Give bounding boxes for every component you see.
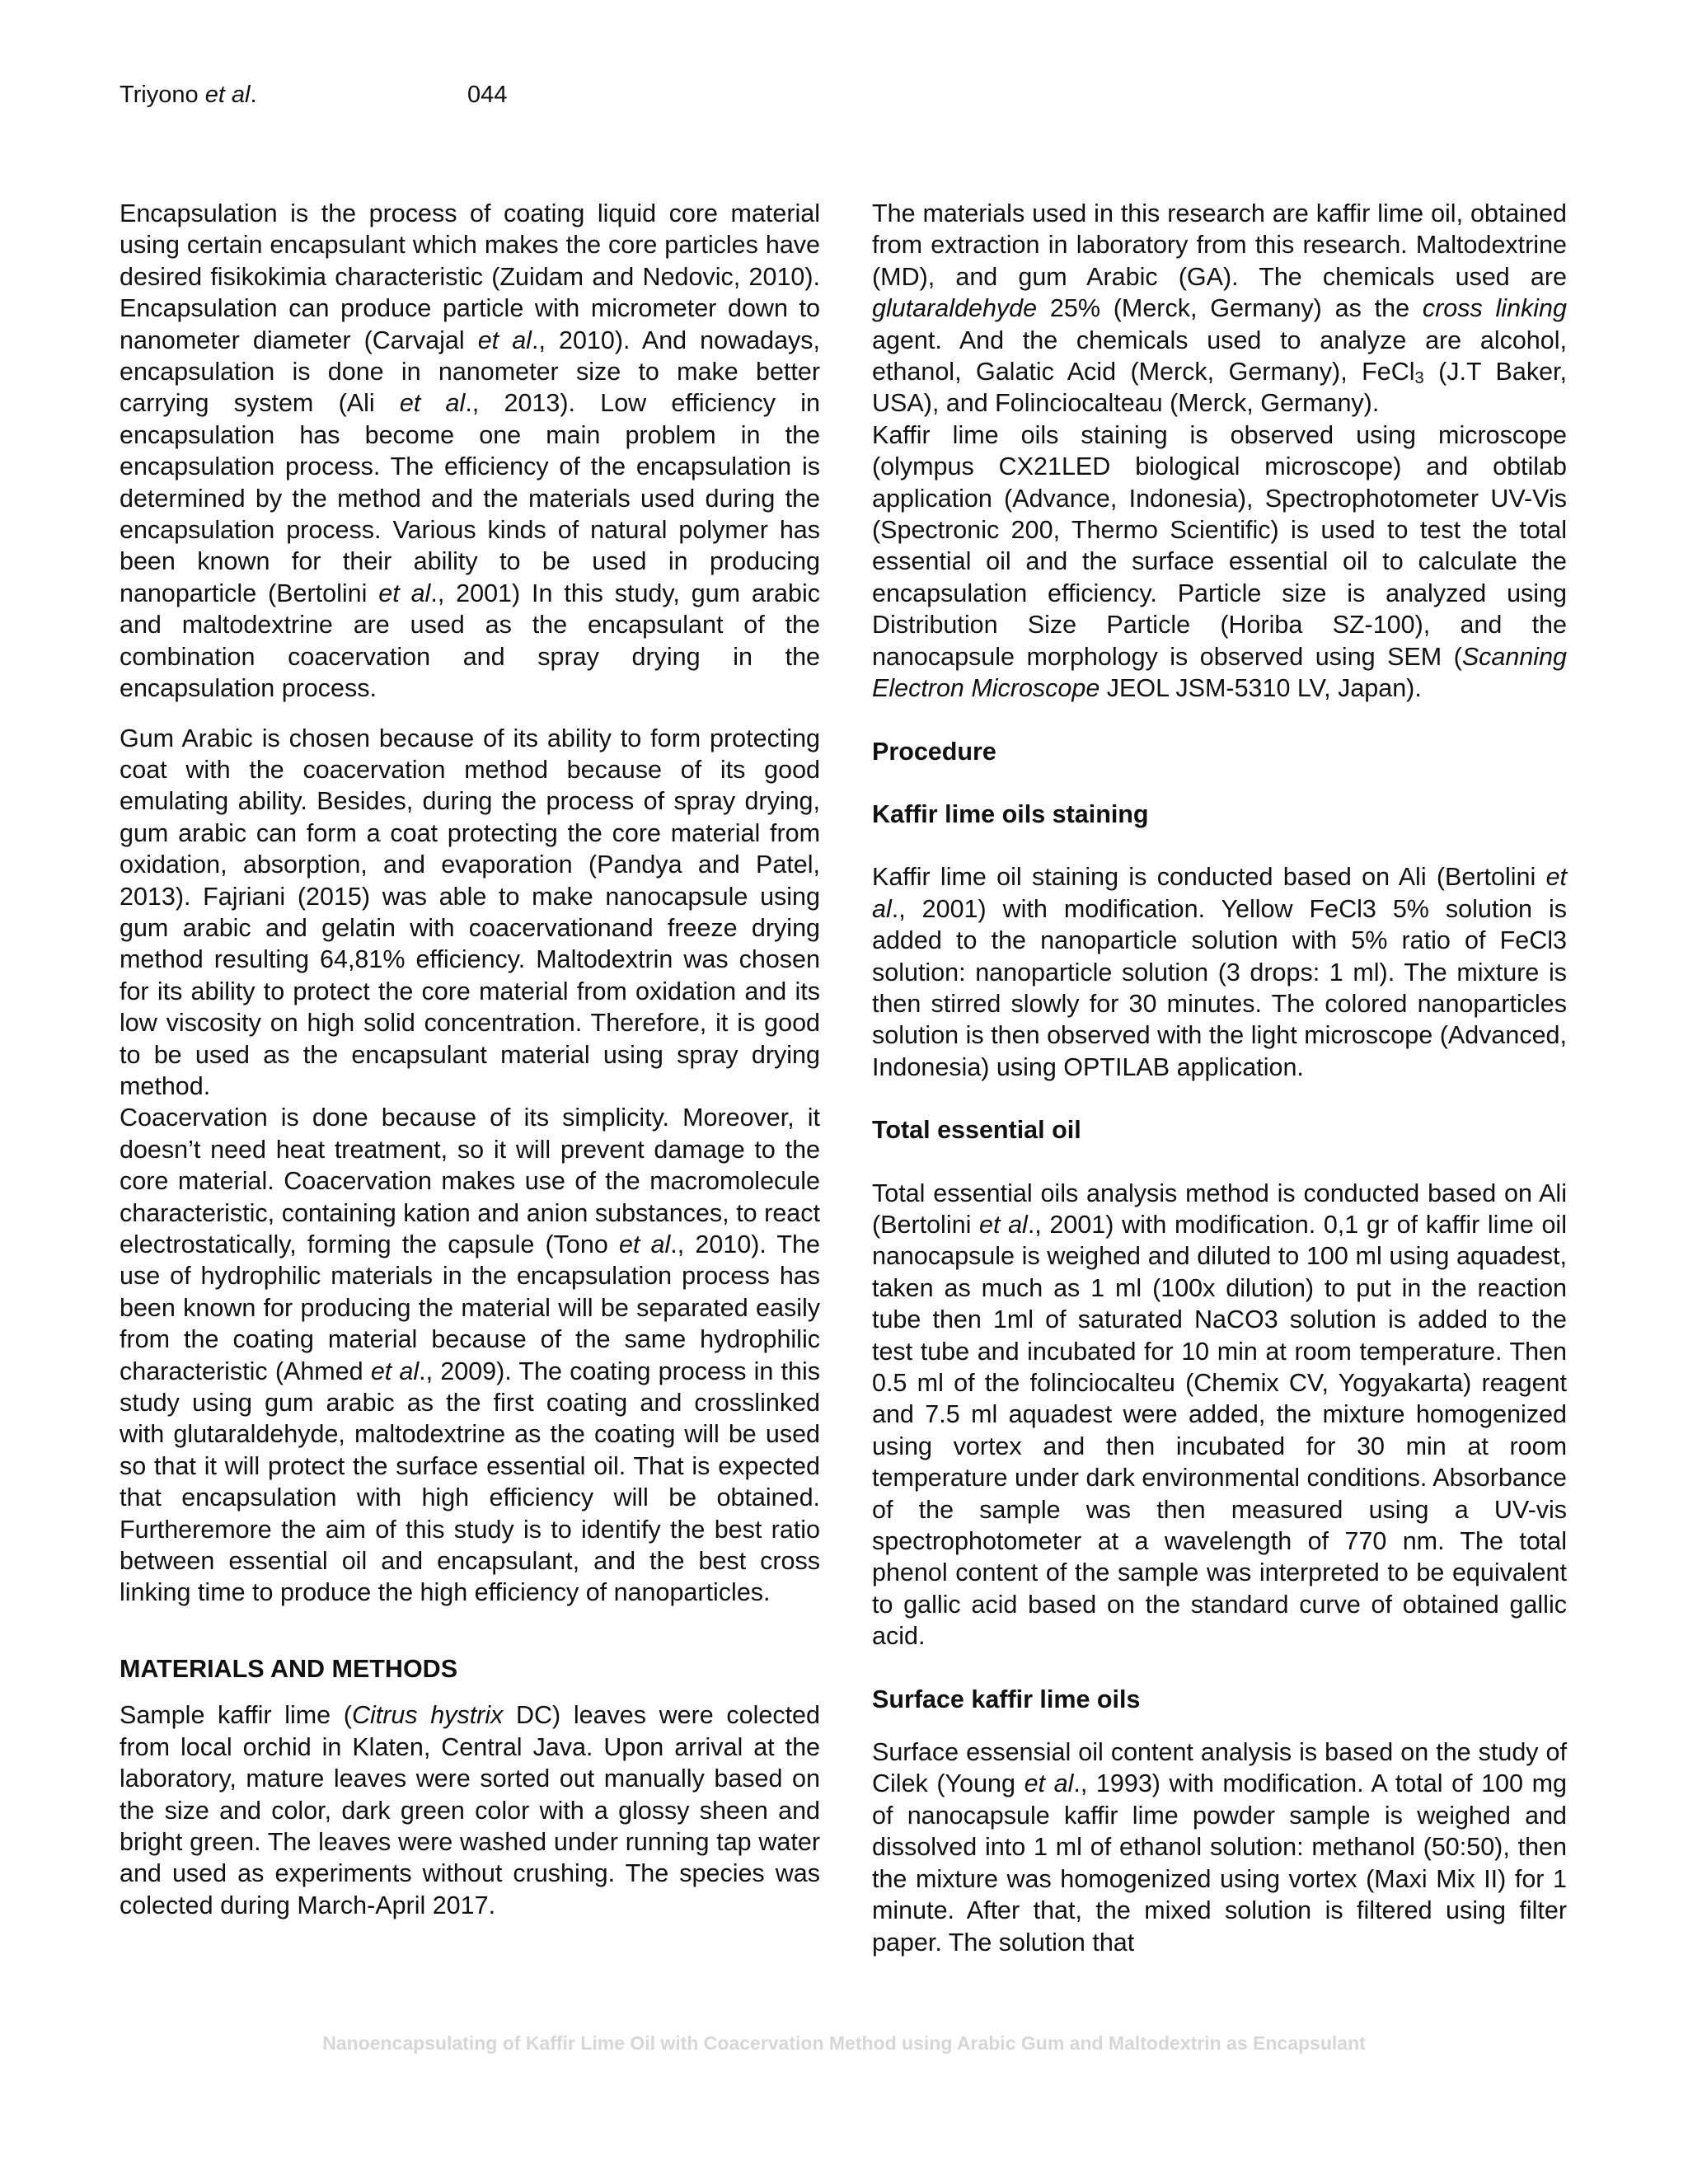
page-number: 044 [467,82,508,108]
materials-paragraph: The materials used in this research are kaffir lime oil, obtained from extraction in laboratory from this research. Maltodextrine (MD), and gum Arabic (GA). The chemicals used are glutaraldehyde 25% (Merck, Germany) as the cross linking agent. And the chemicals used to analyze are alcohol, ethanol, Galatic Acid (Merck, Germany), FeCl$_3$ (J.T Baker, USA), and Folinciocalteau (Merck, Germany). [872,199,1568,418]
staining-heading: Kaffir lime oils staining [872,799,1149,828]
surface-oils-paragraph: Surface essensial oil content analysis is based on the study of Cilek (Young et al., 1993) with modification. A total of 100 mg of nanocapsule kaffir lime powder sample is weighed and dissolved into 1 ml of ethanol solution: methanol (50:50), then the mixture was homogenized using vortex (Maxi Mix II) for 1 minute. After that, the mixed solution is filtered using filter paper. The solution that [872,1738,1568,1957]
right-column [872,198,1567,1958]
materials-methods-heading: MATERIALS AND METHODS [120,1654,458,1683]
intro-paragraph-3: Coacervation is done because of its simplicity. Moreover, it doesn’t need heat treatment, so it will prevent damage to the core material. Coacervation makes use of the macromolecule characteristic, containing kation and anion substances, to react electrostatically, forming the capsule (Tono et al., 2010). The use of hydrophilic materials in the encapsulation process has been known for producing the material will be separated easily from the coating material because of the same hydrophilic characteristic (Ahmed et al., 2009). The coating process in this study using gum arabic as the first coating and crosslinked with glutaraldehyde, maltodextrine as the coating will be used so that it will protect the surface essential oil. That is expected that encapsulation with high efficiency will be obtained. Furtheremore the aim of this study is to identify the best ratio between essential oil and encapsulant, and the best cross linking time to produce the high efficiency of nanoparticles. [120,1104,820,1607]
header-author: Triyono et al. [120,82,257,108]
intro-paragraph-2: Gum Arabic is chosen because of its ability to form protecting coat with the coacervation method because of its good emulating ability. Besides, during the process of spray drying, gum arabic can form a coat protecting the core material from oxidation, absorption, and evaporation (Pandya and Patel, 2013). Fajriani (2015) was able to make nanocapsule using gum arabic and gelatin with coacervationand freeze drying method resulting 64,81% efficiency. Maltodextrin was chosen for its ability to protect the core material from oxidation and its low viscosity on high solid concentration. Therefore, it is good to be used as the encapsulant material using spray drying method. [120,724,820,1100]
staining-paragraph: Kaffir lime oil staining is conducted based on Ali (Bertolini et al., 2001) with modification. Yellow FeCl3 5% solution is added to the nanoparticle solution with 5% ratio of FeCl3 solution: nanoparticle solution (3 drops: 1 ml). The mixture is then stirred slowly for 30 minutes. The colored nanoparticles solution is then observed with the light microscope (Advanced, Indonesia) using OPTILAB application. [872,863,1567,1081]
intro-paragraph-1: Encapsulation is the process of coating liquid core material using certain encapsulant which makes the core particles have desired fisikokimia characteristic (Zuidam and Nedovic, 2010). Encapsulation can produce particle with micrometer down to nanometer diameter (Carvajal et al., 2010). And nowadays, encapsulation is done in nanometer size to make better carrying system (Ali et al., 2013). Low efficiency in encapsulation has become one main problem in the encapsulation process. The efficiency of the encapsulation is determined by the method and the materials used during the encapsulation process. Various kinds of natural polymer has been known for their ability to be used in producing nanoparticle (Bertolini et al., 2001) In this study, gum arabic and maltodextrine are used as the encapsulant of the combination coacervation and spray drying in the encapsulation process. [120,199,821,703]
surface-oils-heading: Surface kaffir lime oils [872,1685,1141,1713]
running-header [120,78,508,111]
sample-paragraph: Sample kaffir lime (Citrus hystrix DC) leaves were colected from local orchid in Klaten, Central Java. Upon arrival at the laboratory, mature leaves were sorted out manually based on the size and color, dark green color with a glossy sheen and bright green. The leaves were washed under running tap water and used as experiments without crushing. The species was colected during March-April 2017. [120,1701,820,1919]
equipment-paragraph: Kaffir lime oils staining is observed using microscope (olympus CX21LED biological microscope) and obtilab application (Advance, Indonesia), Spectrophotometer UV-Vis (Spectronic 200, Thermo Scientific) is used to test the total essential oil and the surface essential oil to calculate the encapsulation efficiency. Particle size is analyzed using Distribution Size Particle (Horiba SZ-100), and the nanocapsule morphology is observed using SEM (Scanning Electron Microscope JEOL JSM-5310 LV, Japan). [872,420,1567,703]
total-essential-oil-heading: Total essential oil [872,1116,1081,1145]
procedure-heading: Procedure [872,737,996,766]
total-essential-oil-paragraph: Total essential oils analysis method is conducted based on Ali (Bertolini et al., 2001) with modification. 0,1 gr of kaffir lime oil nanocapsule is weighed and diluted to 100 ml using aquadest, taken as much as 1 ml (100x dilution) to put in the reaction tube then 1ml of saturated NaCO3 solution is added to the test tube and incubated for 10 min at room temperature. Then 0.5 ml of the folinciocalteu (Chemix CV, Yogyakarta) reagent and 7.5 ml aquadest were added, the mixture homogenized using vortex and then incubated for 30 min at room temperature under dark environmental conditions. Absorbance of the sample was then measured using a UV-vis spectrophotometer at a wavelength of 770 nm. The total phenol content of the sample was interpreted to be equivalent to gallic acid based on the standard curve of obtained gallic acid. [872,1179,1567,1651]
running-footer-title: Nanoencapsulating of Kaffir Lime Oil with Coacervation Method using Arabic Gum and Maltodextrin as Encapsulant [322,2032,1366,2054]
left-column [120,198,820,1921]
